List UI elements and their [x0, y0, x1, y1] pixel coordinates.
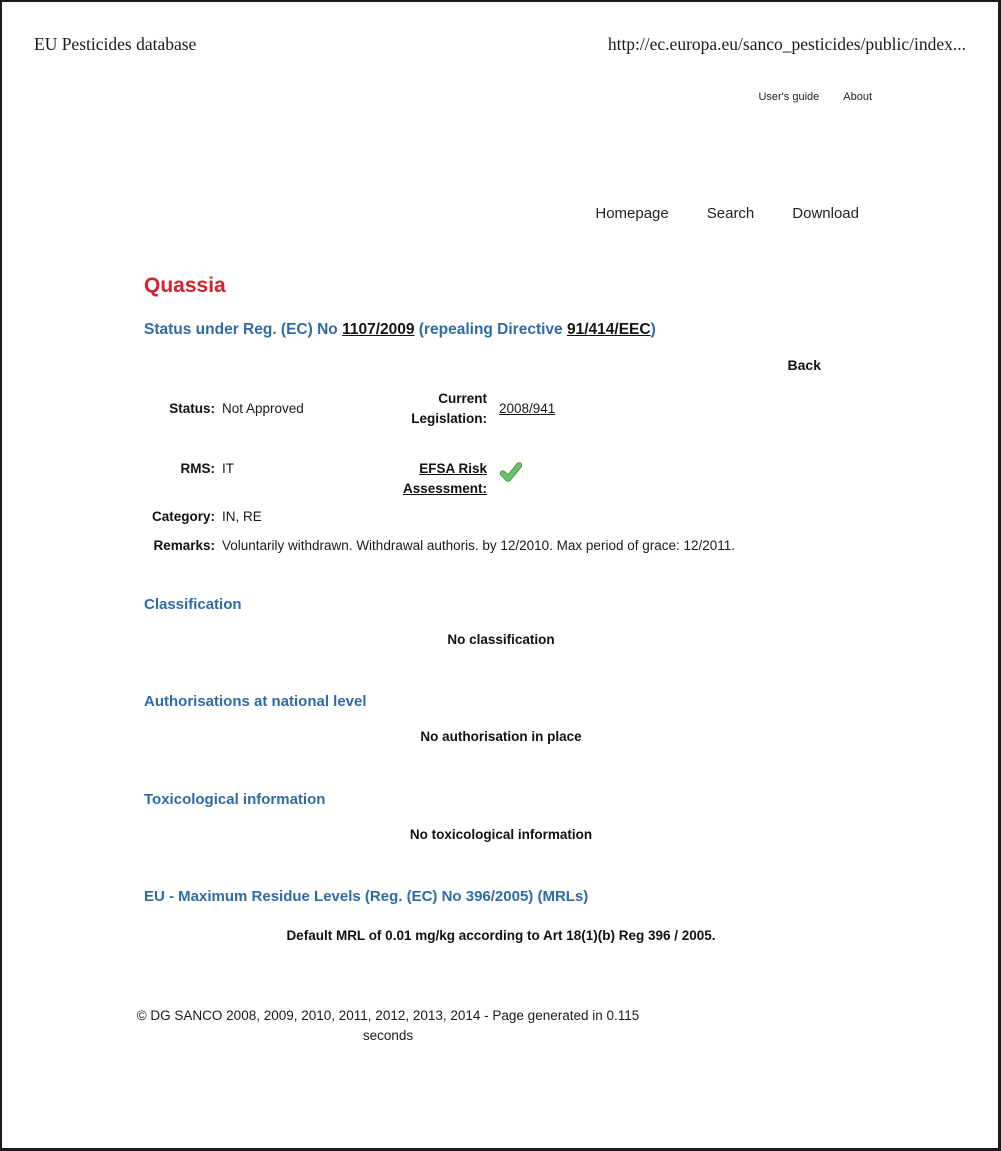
footer-copyright-line2: seconds	[362, 1027, 414, 1043]
status-details	[144, 389, 858, 556]
substance-title: Quassia	[144, 274, 226, 297]
authorisations-body: No authorisation in place	[420, 729, 582, 744]
status-heading-text-3: )	[650, 321, 656, 338]
status-row	[144, 389, 858, 429]
category-label: Category:	[151, 508, 215, 524]
toxicological-heading: Toxicological information	[144, 790, 326, 808]
nav-search-link[interactable]: Search	[706, 205, 755, 222]
directive-91-414-link[interactable]: 91/414/EEC	[566, 321, 651, 338]
section-classification	[144, 597, 858, 647]
back-row	[144, 357, 858, 375]
main-nav	[2, 205, 998, 222]
top-links	[2, 91, 998, 103]
category-value: IN, RE	[222, 508, 262, 524]
status-heading-text-2: (repealing Directive	[414, 321, 567, 338]
page-footer	[132, 1006, 644, 1046]
mrl-body: Default MRL of 0.01 mg/kg according to Art 18(1)(b) Reg 396 / 2005.	[286, 928, 716, 943]
regulation-1107-2009-link[interactable]: 1107/2009	[342, 321, 415, 338]
remarks-value: Voluntarily withdrawn. Withdrawal authoris. by 12/2010. Max period of grace: 12/2011.	[222, 537, 736, 553]
rms-row	[144, 459, 858, 499]
classification-body: No classification	[447, 631, 555, 647]
status-label: Status:	[169, 400, 215, 416]
classification-heading: Classification	[144, 595, 242, 613]
back-button[interactable]: Back	[787, 356, 821, 373]
toxicological-body: No toxicological information	[409, 826, 593, 842]
status-section-heading	[144, 322, 858, 338]
mrl-heading: EU - Maximum Residue Levels (Reg. (EC) No 396/2005) (MRLs)	[144, 888, 589, 905]
status-value: Not Approved	[222, 400, 304, 416]
rms-value: IT	[222, 460, 234, 476]
efsa-approved-check-icon[interactable]	[494, 459, 858, 490]
nav-download-link[interactable]: Download	[792, 205, 859, 222]
category-row	[144, 507, 858, 527]
section-toxicological	[144, 792, 858, 842]
remarks-row	[144, 536, 858, 556]
efsa-risk-assessment-link[interactable]: EFSA Risk Assessment:	[402, 460, 487, 496]
rms-label: RMS:	[180, 460, 215, 476]
section-authorisations	[144, 694, 858, 744]
users-guide-link[interactable]: User's guide	[758, 91, 820, 103]
main-content	[144, 275, 858, 943]
print-header-url: http://ec.europa.eu/sanco_pesticides/public/index...	[607, 34, 966, 54]
section-mrl	[144, 889, 858, 943]
current-legislation-link[interactable]: 2008/941	[499, 400, 556, 416]
remarks-label: Remarks:	[153, 537, 215, 553]
nav-homepage-link[interactable]: Homepage	[595, 205, 669, 222]
status-heading-text: Status under Reg. (EC) No	[144, 321, 343, 338]
print-header-title: EU Pesticides database	[34, 34, 197, 54]
authorisations-heading: Authorisations at national level	[144, 693, 367, 710]
print-header	[2, 2, 998, 55]
about-link[interactable]: About	[843, 91, 872, 103]
footer-copyright-line1: © DG SANCO 2008, 2009, 2010, 2011, 2012, 2013, 2014 - Page generated in 0.115	[136, 1007, 640, 1023]
current-legislation-label: Current Legislation:	[411, 390, 487, 426]
